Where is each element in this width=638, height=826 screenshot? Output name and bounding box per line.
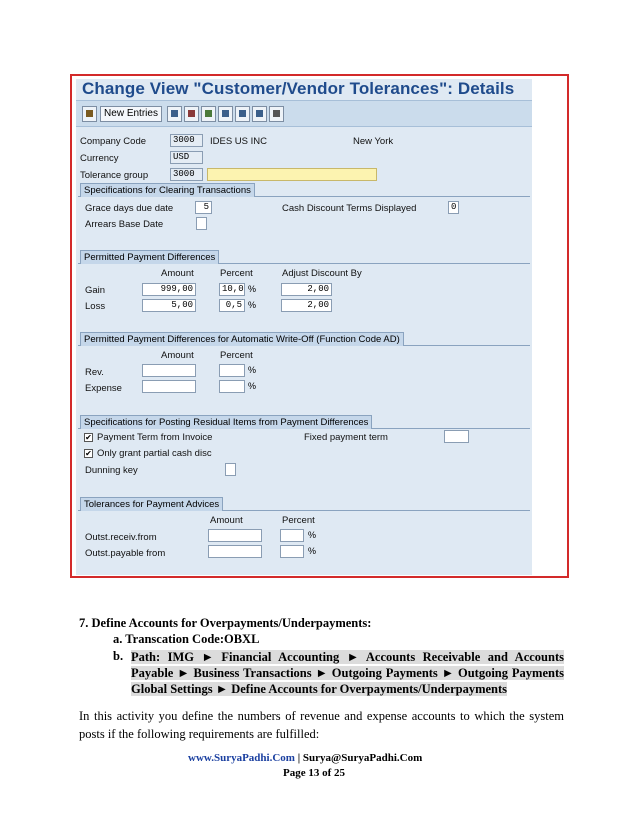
col-amount: Amount (161, 268, 194, 279)
delete-icon[interactable] (184, 106, 199, 122)
new-entries-button[interactable]: New Entries (100, 106, 162, 122)
payable-percent-sign: % (308, 546, 317, 556)
loss-adjust-field[interactable]: 2,00 (281, 299, 332, 312)
loss-label: Loss (85, 301, 106, 312)
writeoff-section-title: Permitted Payment Differences for Automatic Write-Off (Function Code AD) (80, 332, 404, 346)
transaction-code: a. Transcation Code:OBXL (113, 632, 260, 646)
fixed-payment-term-field[interactable] (444, 430, 469, 443)
currency-label: Currency (80, 153, 119, 164)
gain-amount-field[interactable]: 999,00 (142, 283, 196, 296)
tolerance-group-description[interactable] (207, 168, 377, 181)
arrears-base-date-field[interactable] (196, 217, 207, 230)
footer-separator: | (294, 752, 303, 764)
cash-discount-label: Cash Discount Terms Displayed (282, 203, 417, 214)
page-number: Page 13 of 25 (283, 767, 346, 779)
gain-label: Gain (85, 285, 106, 296)
rev-amount-field[interactable] (142, 364, 196, 377)
footer-website-link[interactable]: www.SuryaPadhi.Com (188, 752, 295, 764)
clearing-section-title: Specifications for Clearing Transactions (80, 183, 255, 197)
grace-days-label: Grace days due date (85, 203, 174, 214)
advices-col-amount: Amount (210, 515, 243, 526)
advices-col-percent: Percent (282, 515, 315, 526)
writeoff-col-amount: Amount (161, 350, 194, 361)
payable-percent-field[interactable] (280, 545, 304, 558)
receivable-label: Outst.receiv.from (85, 532, 157, 543)
copy-icon[interactable] (167, 106, 182, 122)
rev-percent-field[interactable] (219, 364, 245, 377)
deselect-all-icon[interactable] (252, 106, 267, 122)
arrears-base-date-label: Arrears Base Date (85, 219, 164, 230)
receivable-amount-field[interactable] (208, 529, 262, 542)
undo-icon[interactable] (201, 106, 216, 122)
expense-percent-sign: % (248, 381, 257, 391)
rev-label: Rev. (85, 367, 104, 378)
col-percent: Percent (220, 268, 253, 279)
footer-contact (188, 752, 422, 764)
gain-adjust-field[interactable]: 2,00 (281, 283, 332, 296)
permitted-diff-title: Permitted Payment Differences (80, 250, 219, 264)
tolerance-group-label: Tolerance group (80, 170, 149, 181)
loss-percent-sign: % (248, 300, 257, 310)
payable-label: Outst.payable from (85, 548, 166, 559)
gain-percent-field[interactable]: 10,0 (219, 283, 245, 296)
intro-paragraph: In this activity you define the numbers of revenue and expense accounts to which the system posts if the following requirements are fulfilled: (79, 709, 564, 741)
company-city: New York (353, 136, 394, 147)
expense-label: Expense (85, 383, 122, 394)
gain-percent-sign: % (248, 284, 257, 294)
select-block-icon[interactable] (235, 106, 250, 122)
step-heading: 7. Define Accounts for Overpayments/Underpayments: (79, 616, 372, 630)
receivable-percent-field[interactable] (280, 529, 304, 542)
grace-days-field[interactable]: 5 (195, 201, 212, 214)
col-adjust-discount: Adjust Discount By (282, 268, 362, 279)
tolerance-group-field[interactable]: 3000 (170, 168, 203, 181)
company-code-field[interactable]: 3000 (170, 134, 203, 147)
residual-section-title: Specifications for Posting Residual Items from Payment Differences (80, 415, 372, 429)
dunning-key-field[interactable] (225, 463, 236, 476)
payable-amount-field[interactable] (208, 545, 262, 558)
dunning-key-label: Dunning key (85, 465, 138, 476)
rev-percent-sign: % (248, 365, 257, 375)
expense-percent-field[interactable] (219, 380, 245, 393)
select-all-icon[interactable] (218, 106, 233, 122)
path-text-highlight: Path: IMG ► Financial Accounting ► Accounts Receivable and Accounts Payable ► Business Transactions ► Outgoing Payments ► Outgoing Payments Global Settings ► Define Accounts for Overpayments/Underpayments (131, 650, 564, 696)
path-text (131, 649, 564, 697)
expense-amount-field[interactable] (142, 380, 196, 393)
company-name: IDES US INC (210, 136, 268, 147)
currency-field[interactable]: USD (170, 151, 203, 164)
toolbar (76, 100, 532, 127)
loss-amount-field[interactable]: 5,00 (142, 299, 196, 312)
edit-glasses-icon[interactable] (82, 106, 97, 122)
payment-term-checkbox[interactable]: ✔ (85, 433, 92, 442)
fixed-payment-term-label: Fixed payment term (304, 432, 388, 443)
path-marker: b. (113, 649, 124, 663)
footer-email[interactable]: Surya@SuryaPadhi.Com (302, 752, 423, 764)
print-icon[interactable] (269, 106, 284, 122)
company-code-label: Company Code (80, 136, 147, 147)
cash-discount-field[interactable]: 0 (448, 201, 459, 214)
loss-percent-field[interactable]: 0,5 (219, 299, 245, 312)
partial-cash-checkbox[interactable]: ✔ (85, 449, 92, 458)
advices-section-title: Tolerances for Payment Advices (80, 497, 223, 511)
page-title: Change View "Customer/Vendor Tolerances": Details (82, 79, 515, 98)
receivable-percent-sign: % (308, 530, 317, 540)
writeoff-col-percent: Percent (220, 350, 253, 361)
payment-term-label: Payment Term from Invoice (97, 432, 213, 443)
partial-cash-label: Only grant partial cash disc (97, 448, 212, 459)
